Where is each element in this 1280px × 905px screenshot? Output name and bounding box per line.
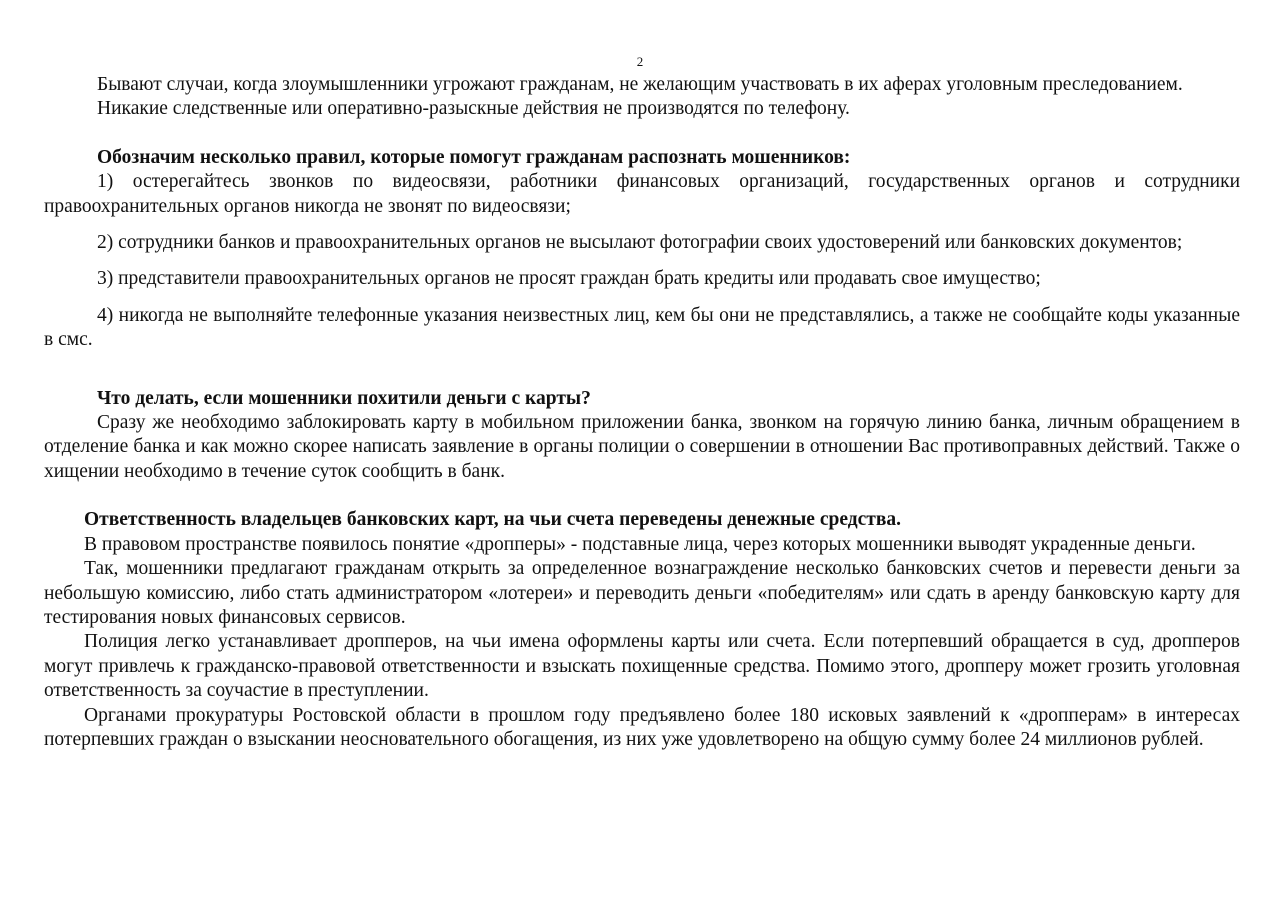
droppers-paragraph: Полиция легко устанавливает дропперов, на чьи имена оформлены карты или счета. Если потерпевший обращается в суд, дропперов могут привлечь к гражданско-правовой ответственности и взыскать похищенные средства. Помимо этого, дропперу может грозить уголовная ответственность за соучастие в преступлении. bbox=[44, 631, 1240, 702]
card-theft-text: Сразу же необходимо заблокировать карту в мобильном приложении банка, звонком на горячую линию банка, личным обращением в отделение банка и как можно скорее написать заявление в органы полиции о совершении в отношении Вас противоправных действий. Также о хищении необходимо в течение суток сообщить в банк. bbox=[44, 412, 1240, 482]
document-body bbox=[44, 73, 1240, 752]
paragraph-no-phone-investigation: Никакие следственные или оперативно-разыскные действия не производятся по телефону. bbox=[97, 98, 850, 120]
rule-item: 4) никогда не выполняйте телефонные указания неизвестных лиц, кем бы они не представлялись, а также не сообщайте коды указанные в смс. bbox=[44, 304, 1240, 351]
rule-item: 3) представители правоохранительных органов не просят граждан брать кредиты или продавать свое имущество; bbox=[97, 268, 1041, 290]
droppers-paragraph: Органами прокуратуры Ростовской области в прошлом году предъявлено более 180 исковых заявлений к «дропперам» в интересах потерпевших граждан о взыскании неосновательного обогащения, из них уже удовлетворено на общую сумму более 24 миллионов рублей. bbox=[44, 704, 1240, 750]
droppers-paragraph: В правовом пространстве появилось понятие «дропперы» - подставные лица, через которых мошенники выводят украденные деньги. bbox=[84, 533, 1196, 555]
droppers-paragraph: Так, мошенники предлагают гражданам открыть за определенное вознаграждение несколько банковских счетов и перевести деньги за небольшую комиссию, либо стать администратором «лотереи» и переводить деньги «победителям» или сдать в аренду банковскую карту для тестирования новых финансовых сервисов. bbox=[44, 558, 1240, 628]
page-number: 2 bbox=[636, 54, 644, 69]
rules-heading: Обозначим несколько правил, которые помогут гражданам распознать мошенников: bbox=[97, 146, 851, 168]
card-theft-heading: Что делать, если мошенники похитили деньги с карты? bbox=[97, 387, 591, 409]
paragraph-threats: Бывают случаи, когда злоумышленники угрожают гражданам, не желающим участвовать в их аферах уголовным преследованием. bbox=[97, 74, 1183, 95]
responsibility-heading: Ответственность владельцев банковских карт, на чьи счета переведены денежные средства. bbox=[84, 509, 901, 531]
rule-item: 2) сотрудники банков и правоохранительных органов не высылают фотографии своих удостоверений или банковских документов; bbox=[97, 232, 1183, 254]
rule-item: 1) остерегайтесь звонков по видеосвязи, работники финансовых организаций, государственных органов и сотрудники правоохранительных органов никогда не звонят по видеосвязи; bbox=[44, 171, 1240, 217]
